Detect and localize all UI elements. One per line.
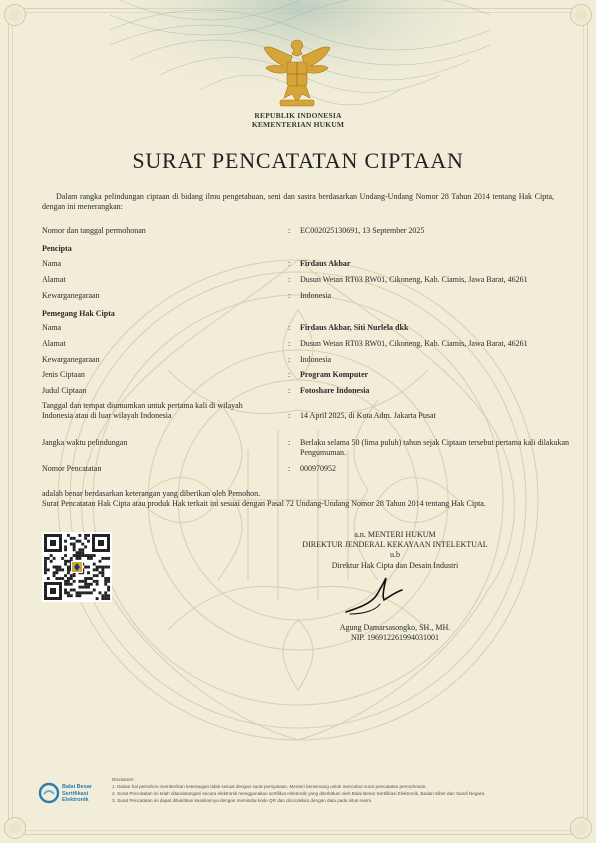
signatory-name: Agung Damarsasongko, SH., MH. bbox=[339, 623, 451, 632]
corner-ornament bbox=[4, 817, 26, 839]
logo-text: Elektronik bbox=[62, 797, 89, 803]
field-value: Program Komputer bbox=[300, 370, 369, 379]
ministry-name: KEMENTERIAN HUKUM bbox=[251, 120, 345, 129]
corner-ornament bbox=[570, 817, 592, 839]
field-value: Indonesia bbox=[300, 291, 332, 300]
bsre-logo bbox=[38, 782, 110, 808]
disclaimer-item: 3. Surat Pencatatan ini dapat dibuktikan keasliannya dengan memindai kode QR dan dicocokkan dengan data pada situs resmi. bbox=[112, 798, 372, 803]
field-value: 14 April 2025, di Kota Adm. Jakarta Pusat bbox=[300, 411, 436, 420]
field-value: Dusun Wetan RT03 RW01, Cikoneng, Kab. Ciamis, Jawa Barat, 46261 bbox=[300, 339, 528, 348]
disclaimer-item: 1. Dalam hal pemohon memberikan keterangan tidak sesuai dengan surat pernyataan, Menteri berwenang untuk mencabut surat pencatatan permohonan. bbox=[112, 784, 427, 789]
signature-ub: u.b bbox=[390, 550, 400, 559]
qr-code bbox=[42, 532, 112, 602]
field-label: Jangka waktu pelindungan bbox=[42, 438, 128, 447]
field-value: EC002025130691, 13 September 2025 bbox=[300, 226, 425, 235]
corner-ornament bbox=[570, 4, 592, 26]
logo-text: Sertifikasi bbox=[62, 790, 89, 797]
legal-statement: Surat Pencatatan Hak Cipta atau produk Hak terkait ini sesuai dengan Pasal 72 Undang-Undang Nomor 28 Tahun 2014 tentang Hak Cipta. bbox=[42, 499, 486, 508]
handwritten-signature bbox=[340, 574, 410, 618]
field-value: Dusun Wetan RT03 RW01, Cikoneng, Kab. Ciamis, Jawa Barat, 46261 bbox=[300, 275, 528, 284]
field-label: Tanggal dan tempat diumumkan untuk pertama kali di wilayah Indonesia atau di luar wilayah Indonesia bbox=[42, 401, 243, 420]
section-heading-pencipta: Pencipta bbox=[42, 244, 72, 253]
field-label: Kewarganegaraan bbox=[42, 355, 100, 364]
field-label: Nomor dan tanggal permohonan bbox=[42, 226, 146, 235]
field-label: Nama bbox=[42, 259, 62, 268]
intro-paragraph: Dalam rangka pelindungan ciptaan di bidang ilmu pengetahuan, seni dan sastra berdasarkan Undang-Undang Nomor 28 Tahun 2014 tentang Hak Cipta, dengan ini menerangkan: bbox=[42, 192, 554, 211]
field-value: Firdaus Akbar bbox=[300, 259, 351, 268]
field-label: Alamat bbox=[42, 275, 66, 284]
certificate-page: REPUBLIK INDONESIA KEMENTERIAN HUKUM SURAT PENCATATAN CIPTAAN Dalam rangka pelindungan ciptaan di bidang ilmu pengetahuan, seni dan sastra berdasarkan Undang-Undang Nomor 28 Tahun 2014 tentang Hak Cipta, dengan ini menerangkan: Nomor dan tanggal permohonan : EC002025130691, 13 September 2025 Pencipta Nama : Firdaus Akbar Alamat : Dusun Wetan RT03 RW01, Cikoneng, Kab. Ciamis, Jawa Barat, 46261 Kewarganegaraan : Indonesia Pemegang Hak Cipta Nama : Firdaus Akbar, Siti Nurlela dkk Alamat : Dusun Wetan RT03 RW01, Cikoneng, Kab. Ciamis, Jawa Barat, 46261 Kewarganegaraan : Indonesia Jenis Ciptaan : Program Komputer Judul Ciptaan : Fotoshare Indonesia Tanggal dan tempat diumumkan untuk pertama kali di wilayah Indonesia atau di luar wilayah Indonesia : 14 April 2025, di Kota Adm. Jakarta Pusat Jangka waktu pelindungan : Berlaku selama 50 (lima puluh) tahun sejak Ciptaan tersebut pertama kali dilakukan Pengumuman. Nomor Pencatatan : 000970952 adalah benar berdasarkan keterangan yang diberikan oleh Pemohon. Surat Pencatatan Hak Cipta atau produk Hak terkait ini sesuai dengan Pasal 72 Undang-Undang Nomor 28 Tahun 2014 tentang Hak Cipta. a.n. MENTERI HUKUM DIREKTUR JENDERAL KEKAYAAN INTELEKTUAL u.b Direktur Hak Cipta dan Desain Industri Agung Damarsasongko, SH., MH. NIP. 196912261994031001 Balai Besar Sertifikasi Elektronik Disclaimer: 1. Dalam hal pemohon memberikan keterangan tidak sesuai dengan surat pernyataan, Menteri berwenang untuk mencabut surat pencatatan permohonan. 2. Surat Pencatatan ini telah ditandatangani secara elektronik menggunakan sertifikat elektronik yang diterbitkan oleh Balai Besar Sertifikasi Elektronik, Badan Siber dan Sandi Negara. 3. Surat Pencatatan ini dapat dibuktikan keasliannya dengan memindai kode QR dan dicocokkan dengan data pada situs resmi. bbox=[0, 0, 596, 843]
garuda-emblem-icon bbox=[258, 34, 336, 112]
field-label: Judul Ciptaan bbox=[42, 386, 87, 395]
disclaimer-title: Disclaimer: bbox=[112, 777, 135, 782]
closing-statement: adalah benar berdasarkan keterangan yang diberikan oleh Pemohon. bbox=[42, 489, 261, 498]
section-heading-pemegang: Pemegang Hak Cipta bbox=[42, 309, 115, 318]
logo-text: Balai Besar bbox=[62, 784, 92, 790]
disclaimer-notes bbox=[112, 776, 562, 804]
field-value: Indonesia bbox=[300, 355, 332, 364]
country-name: REPUBLIK INDONESIA bbox=[254, 111, 342, 120]
field-value: Berlaku selama 50 (lima puluh) tahun sejak Ciptaan tersebut pertama kali dilakukan Pengumuman. bbox=[300, 438, 570, 457]
signatory-nip: NIP. 196912261994031001 bbox=[350, 633, 439, 642]
disclaimer-item: 2. Surat Pencatatan ini telah ditandatangani secara elektronik menggunakan sertifikat elektronik yang diterbitkan oleh Balai Besar Sertifikasi Elektronik, Badan Siber dan Sandi Negara. bbox=[112, 791, 486, 796]
signature-director: Direktur Hak Cipta dan Desain Industri bbox=[331, 561, 459, 570]
field-label: Nomor Pencatatan bbox=[42, 464, 102, 473]
field-label: Jenis Ciptaan bbox=[42, 370, 85, 379]
field-label: Alamat bbox=[42, 339, 66, 348]
field-value: 000970952 bbox=[300, 464, 336, 473]
signature-office: DIREKTUR JENDERAL KEKAYAAN INTELEKTUAL bbox=[302, 540, 488, 549]
document-title: SURAT PENCATATAN CIPTAAN bbox=[132, 148, 464, 173]
field-value: Fotoshare Indonesia bbox=[300, 386, 370, 395]
signature-authority: a.n. MENTERI HUKUM bbox=[354, 530, 436, 539]
field-label: Nama bbox=[42, 323, 62, 332]
corner-ornament bbox=[4, 4, 26, 26]
bsre-logo-icon bbox=[38, 782, 60, 804]
field-value: Firdaus Akbar, Siti Nurlela dkk bbox=[300, 323, 409, 332]
field-label: Kewarganegaraan bbox=[42, 291, 100, 300]
